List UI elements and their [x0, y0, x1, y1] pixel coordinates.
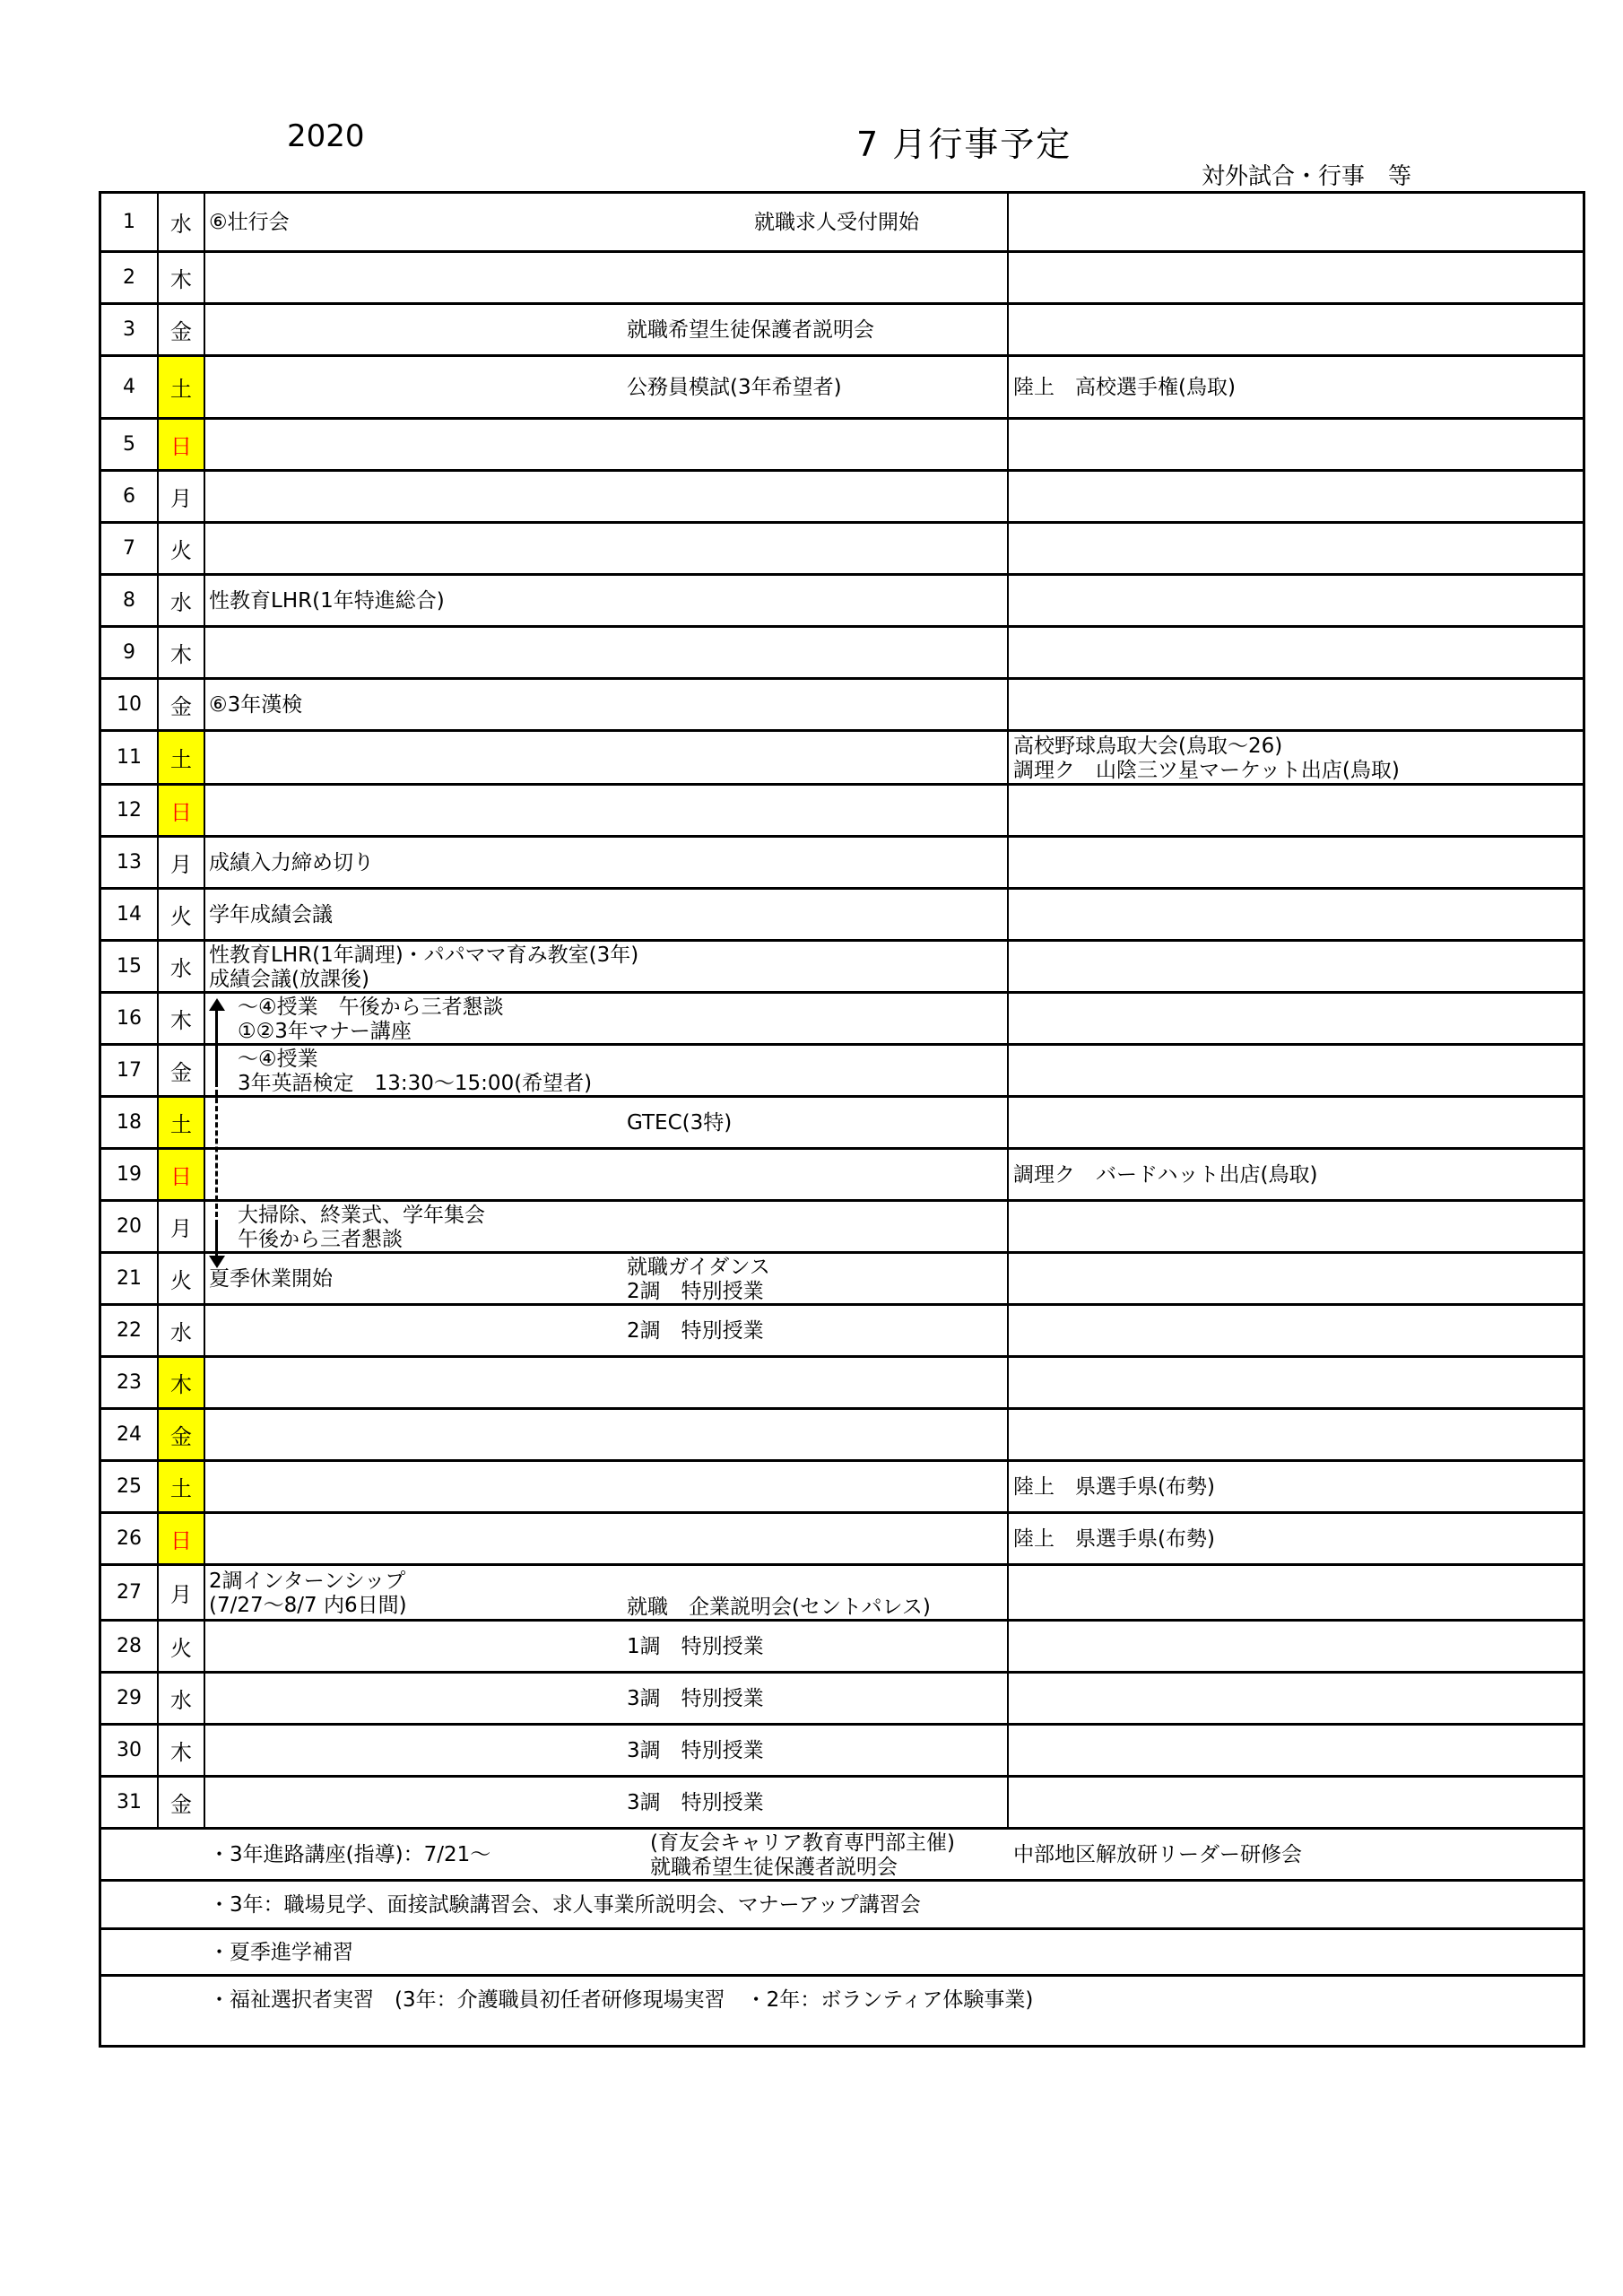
external-cell [1009, 576, 1583, 625]
event-cell [205, 472, 1009, 521]
day-row [101, 472, 1583, 524]
day-number: 15 [101, 942, 159, 991]
event-text: 大掃除、終業式、学年集会 [238, 1204, 485, 1227]
external-cell [1009, 1254, 1583, 1303]
day-number: 11 [101, 732, 159, 783]
note-text: ・夏季進学補習 [209, 1941, 353, 1964]
external-cell [1009, 1046, 1583, 1095]
event-text: 就職ガイダンス [627, 1256, 770, 1279]
day-number: 7 [101, 524, 159, 573]
day-row [101, 357, 1583, 420]
external-cell [1009, 1566, 1583, 1619]
weekday: 木 [159, 253, 205, 302]
event-cell [205, 732, 1009, 783]
event-text: 就職希望生徒保護者説明会 [627, 318, 874, 342]
weekday: 木 [159, 994, 205, 1043]
day-row [101, 942, 1583, 994]
day-row [101, 305, 1583, 357]
weekday: 日 [159, 1150, 205, 1199]
external-cell [1009, 1150, 1583, 1199]
event-text: 2調 特別授業 [627, 1280, 764, 1303]
note-text: ・3年：職場見学、面接試験講習会、求人事業所説明会、マナーアップ講習会 [209, 1893, 921, 1917]
day-row [101, 1514, 1583, 1566]
weekday: 水 [159, 1674, 205, 1723]
external-cell [1009, 1202, 1583, 1251]
day-row [101, 1358, 1583, 1410]
event-text: 3調 特別授業 [627, 1687, 764, 1710]
external-cell [1009, 305, 1583, 354]
event-text: 2調 特別授業 [627, 1319, 764, 1343]
event-cell [205, 1254, 1009, 1303]
external-cell [1009, 524, 1583, 573]
day-row [101, 890, 1583, 942]
arrow-up-icon [209, 998, 225, 1011]
external-cell [1009, 253, 1583, 302]
event-text: 学年成績会議 [209, 903, 333, 926]
external-cell [1009, 420, 1583, 469]
day-number: 5 [101, 420, 159, 469]
day-row [101, 1150, 1583, 1202]
event-text: 公務員模試(3年希望者) [627, 376, 842, 399]
event-cell [205, 994, 1009, 1043]
event-cell [205, 890, 1009, 939]
arrow-line [215, 1225, 218, 1257]
event-cell [205, 194, 1009, 250]
event-cell [205, 1778, 1009, 1827]
external-cell [1009, 1514, 1583, 1563]
weekday: 金 [159, 305, 205, 354]
day-number: 25 [101, 1462, 159, 1511]
event-text: ①②3年マナー講座 [238, 1020, 412, 1043]
external-cell [1009, 1306, 1583, 1355]
day-number: 12 [101, 786, 159, 835]
weekday: 木 [159, 1726, 205, 1775]
day-number: 17 [101, 1046, 159, 1095]
weekday: 金 [159, 1778, 205, 1827]
event-cell [205, 357, 1009, 417]
external-cell [1009, 1778, 1583, 1827]
day-number: 13 [101, 838, 159, 887]
external-cell [1009, 994, 1583, 1043]
external-cell [1009, 890, 1583, 939]
weekday: 土 [159, 732, 205, 783]
external-cell [1009, 1462, 1583, 1511]
day-number: 8 [101, 576, 159, 625]
event-cell [205, 838, 1009, 887]
day-number: 16 [101, 994, 159, 1043]
weekday: 水 [159, 194, 205, 250]
event-cell [205, 1726, 1009, 1775]
day-number: 18 [101, 1098, 159, 1147]
external-cell [1009, 357, 1583, 417]
event-text: 性教育LHR(1年特進総合) [209, 589, 445, 613]
external-cell [1009, 838, 1583, 887]
external-cell [1009, 1358, 1583, 1407]
event-cell [205, 942, 1009, 991]
note-row [101, 1882, 1583, 1930]
day-row [101, 253, 1583, 305]
weekday: 土 [159, 1098, 205, 1147]
external-cell [1009, 1726, 1583, 1775]
event-cell [205, 1098, 1009, 1147]
event-cell [205, 305, 1009, 354]
external-cell [1009, 1622, 1583, 1671]
day-number: 2 [101, 253, 159, 302]
event-cell [205, 253, 1009, 302]
note-text: 就職希望生徒保護者説明会 [650, 1856, 898, 1879]
day-row [101, 1778, 1583, 1830]
weekday: 水 [159, 942, 205, 991]
note-text: ・福祉選択者実習 (3年：介護職員初任者研修現場実習 ・2年：ボランティア体験事業) [209, 1988, 1034, 2012]
external-cell [1009, 732, 1583, 783]
event-cell [205, 1202, 1009, 1251]
day-number: 22 [101, 1306, 159, 1355]
event-text: ～④授業 [238, 1048, 318, 1071]
year: 2020 [287, 118, 365, 154]
external-event-text: 高校野球鳥取大会(鳥取～26) [1013, 735, 1283, 758]
event-cell [205, 1046, 1009, 1095]
event-text: 2調インターンシップ [209, 1570, 406, 1593]
external-cell [1009, 786, 1583, 835]
event-cell [205, 524, 1009, 573]
event-text: 午後から三者懇談 [238, 1228, 403, 1251]
day-row [101, 838, 1583, 890]
external-cell [1009, 680, 1583, 729]
day-number: 9 [101, 628, 159, 677]
day-row [101, 786, 1583, 838]
day-row [101, 732, 1583, 786]
event-cell [205, 680, 1009, 729]
weekday: 木 [159, 1358, 205, 1407]
day-row [101, 1306, 1583, 1358]
weekday: 火 [159, 890, 205, 939]
weekday: 土 [159, 1462, 205, 1511]
external-event-text: 陸上 高校選手権(鳥取) [1013, 376, 1236, 399]
event-text: 就職 企業説明会(セントパレス) [627, 1596, 931, 1619]
event-cell [205, 1462, 1009, 1511]
weekday: 日 [159, 786, 205, 835]
event-cell [205, 1622, 1009, 1671]
event-cell [205, 1306, 1009, 1355]
note-text: ・3年進路講座(指導)：7/21～ [209, 1843, 491, 1866]
weekday: 日 [159, 420, 205, 469]
day-row [101, 1410, 1583, 1462]
day-row [101, 524, 1583, 576]
event-cell [205, 420, 1009, 469]
event-cell [205, 1150, 1009, 1199]
day-row [101, 1098, 1583, 1150]
day-row [101, 1726, 1583, 1778]
day-number: 4 [101, 357, 159, 417]
arrow-dashed-line [215, 1082, 218, 1225]
weekday: 月 [159, 472, 205, 521]
day-number: 14 [101, 890, 159, 939]
weekday: 火 [159, 1254, 205, 1303]
day-number: 29 [101, 1674, 159, 1723]
day-row [101, 628, 1583, 680]
day-row [101, 1674, 1583, 1726]
day-row [101, 1046, 1583, 1098]
page-title: 7 月行事予定 [856, 125, 1072, 164]
event-text: 夏季休業開始 [209, 1267, 333, 1291]
event-text: ～④授業 午後から三者懇談 [238, 996, 504, 1019]
external-cell [1009, 1674, 1583, 1723]
day-row [101, 420, 1583, 472]
note-row [101, 1977, 1583, 2025]
weekday: 土 [159, 357, 205, 417]
weekday: 金 [159, 680, 205, 729]
day-number: 28 [101, 1622, 159, 1671]
external-event-text: 調理ク 山陰三ツ星マーケット出店(鳥取) [1013, 759, 1400, 782]
event-cell [205, 1674, 1009, 1723]
day-row [101, 1202, 1583, 1254]
day-row [101, 1254, 1583, 1306]
day-row [101, 994, 1583, 1046]
external-event-text: 陸上 県選手県(布勢) [1013, 1527, 1215, 1551]
event-text: 3調 特別授業 [627, 1739, 764, 1762]
event-cell [205, 1514, 1009, 1563]
weekday: 日 [159, 1514, 205, 1563]
event-cell [205, 1410, 1009, 1459]
note-row [101, 1930, 1583, 1977]
day-row [101, 1622, 1583, 1674]
day-number: 26 [101, 1514, 159, 1563]
weekday: 火 [159, 524, 205, 573]
event-text: GTEC(3特) [627, 1111, 733, 1135]
event-text: 就職求人受付開始 [754, 211, 919, 234]
day-number: 30 [101, 1726, 159, 1775]
event-text: 3年英語検定 13:30～15:00(希望者) [238, 1072, 593, 1095]
weekday: 火 [159, 1622, 205, 1671]
event-text: ⑥壮行会 [209, 211, 290, 234]
event-cell [205, 1566, 1009, 1619]
weekday: 月 [159, 1202, 205, 1251]
arrow-down-icon [209, 1256, 225, 1268]
event-text: 成績会議(放課後) [209, 968, 369, 991]
day-number: 3 [101, 305, 159, 354]
event-cell [205, 628, 1009, 677]
day-number: 10 [101, 680, 159, 729]
day-number: 24 [101, 1410, 159, 1459]
note-text: 中部地区解放研リーダー研修会 [1013, 1843, 1302, 1866]
day-number: 20 [101, 1202, 159, 1251]
day-row [101, 680, 1583, 732]
external-cell [1009, 472, 1583, 521]
external-events-label: 対外試合・行事 等 [1202, 163, 1412, 190]
weekday: 木 [159, 628, 205, 677]
external-cell [1009, 942, 1583, 991]
weekday: 月 [159, 1566, 205, 1619]
arrow-line [215, 1006, 218, 1082]
day-row [101, 1566, 1583, 1622]
day-row [101, 1462, 1583, 1514]
day-number: 21 [101, 1254, 159, 1303]
day-number: 23 [101, 1358, 159, 1407]
event-cell [205, 786, 1009, 835]
weekday: 月 [159, 838, 205, 887]
day-row [101, 576, 1583, 628]
event-text: 成績入力締め切り [209, 851, 374, 874]
weekday: 金 [159, 1046, 205, 1095]
day-row [101, 194, 1583, 253]
day-number: 31 [101, 1778, 159, 1827]
event-cell [205, 576, 1009, 625]
external-cell [1009, 194, 1583, 250]
day-number: 1 [101, 194, 159, 250]
weekday: 水 [159, 576, 205, 625]
external-event-text: 陸上 県選手県(布勢) [1013, 1475, 1215, 1499]
event-text: ⑥3年漢検 [209, 693, 303, 717]
event-text: (7/27～8/7 内6日間) [209, 1594, 407, 1617]
note-row [101, 1830, 1583, 1882]
weekday: 水 [159, 1306, 205, 1355]
event-cell [205, 1358, 1009, 1407]
weekday: 金 [159, 1410, 205, 1459]
external-cell [1009, 1410, 1583, 1459]
day-number: 19 [101, 1150, 159, 1199]
day-number: 27 [101, 1566, 159, 1619]
event-text: 3調 特別授業 [627, 1791, 764, 1814]
note-text: (育友会キャリア教育専門部主催) [650, 1831, 955, 1855]
external-cell [1009, 1098, 1583, 1147]
event-text: 1調 特別授業 [627, 1635, 764, 1658]
event-text: 性教育LHR(1年調理)・パパママ育み教室(3年) [209, 944, 639, 967]
external-cell [1009, 628, 1583, 677]
external-event-text: 調理ク バードハット出店(鳥取) [1013, 1163, 1318, 1187]
schedule-table [99, 191, 1585, 2048]
day-number: 6 [101, 472, 159, 521]
